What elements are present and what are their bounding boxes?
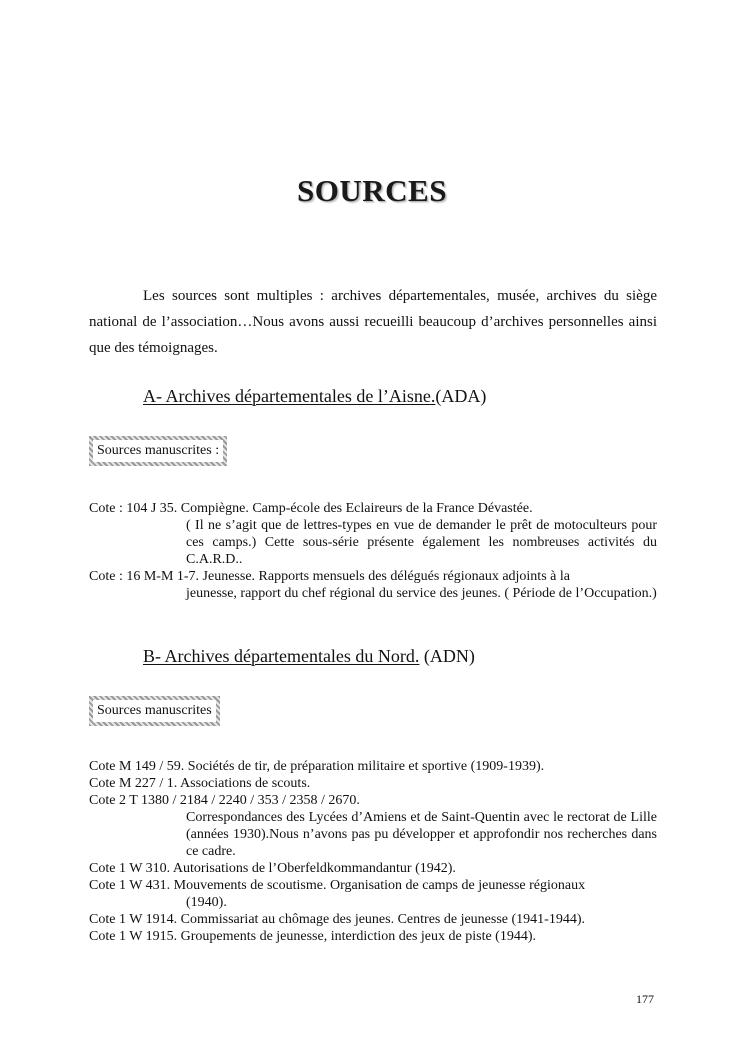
label-sources-manuscrites: Sources manuscrites [89,696,220,726]
entry [89,877,657,911]
page-title: SOURCES [297,172,447,208]
entry-continuation: Correspondances des Lycées d’Amiens et de Saint-Quentin avec le rectorat de Lille (années 1930).Nous n’avons pas pu développer et approfondir nos recherches dans ce cadre. [186,810,657,859]
section-heading-title: B- Archives départementales du Nord. [143,646,420,666]
entry-head: Cote : 104 J 35. Compiègne. Camp-école des Eclaireurs de la France Dévastée. [89,501,533,516]
section-heading-abbrev: (ADA) [435,386,487,406]
entry [89,568,657,602]
entry [89,758,657,775]
entry-head: Cote 1 W 1915. Groupements de jeunesse, interdiction des jeux de piste (1944). [89,929,537,944]
entry-head: Cote 1 W 310. Autorisations de l’Oberfeldkommandantur (1942). [89,861,456,876]
entries-nord [89,758,657,945]
entries-aisne [89,500,657,602]
label-sources-manuscrites: Sources manuscrites : [89,436,227,466]
section-heading-nord [143,646,475,667]
page-number: 177 [636,992,654,1006]
entry [89,792,657,860]
intro-paragraph [89,283,657,361]
entry-head: Cote 2 T 1380 / 2184 / 2240 / 353 / 2358 / 2670. [89,793,360,808]
entry [89,928,657,945]
entry-head: Cote 1 W 431. Mouvements de scoutisme. Organisation de camps de jeunesse régionaux [89,878,586,893]
entry [89,911,657,928]
section-heading-abbrev: (ADN) [419,646,475,666]
intro-text: Les sources sont multiples : archives départementales, musée, archives du siège national de l’association…Nous avons aussi recueilli beaucoup d’archives personnelles ainsi que des témoignages. [89,288,657,356]
entry-head: Cote M 149 / 59. Sociétés de tir, de préparation militaire et sportive (1909-1939). [89,759,545,774]
entry-continuation: ( Il ne s’agit que de lettres-types en vue de demander le prêt de motoculteurs pour ces camps.) Cette sous-série présente également les nombreuses activités du C.A.R.D.. [186,518,657,567]
entry-continuation: jeunesse, rapport du chef régional du service des jeunes. ( Période de l’Occupation.) [186,586,657,601]
section-heading-aisne [143,386,486,407]
entry [89,775,657,792]
entry [89,500,657,568]
section-heading-title: A- Archives départementales de l’Aisne. [143,386,436,406]
entry [89,860,657,877]
entry-head: Cote : 16 M-M 1-7. Jeunesse. Rapports mensuels des délégués régionaux adjoints à la [89,569,570,584]
entry-continuation: (1940). [186,895,227,910]
entry-head: Cote M 227 / 1. Associations de scouts. [89,776,311,791]
entry-head: Cote 1 W 1914. Commissariat au chômage des jeunes. Centres de jeunesse (1941-1944). [89,912,585,927]
